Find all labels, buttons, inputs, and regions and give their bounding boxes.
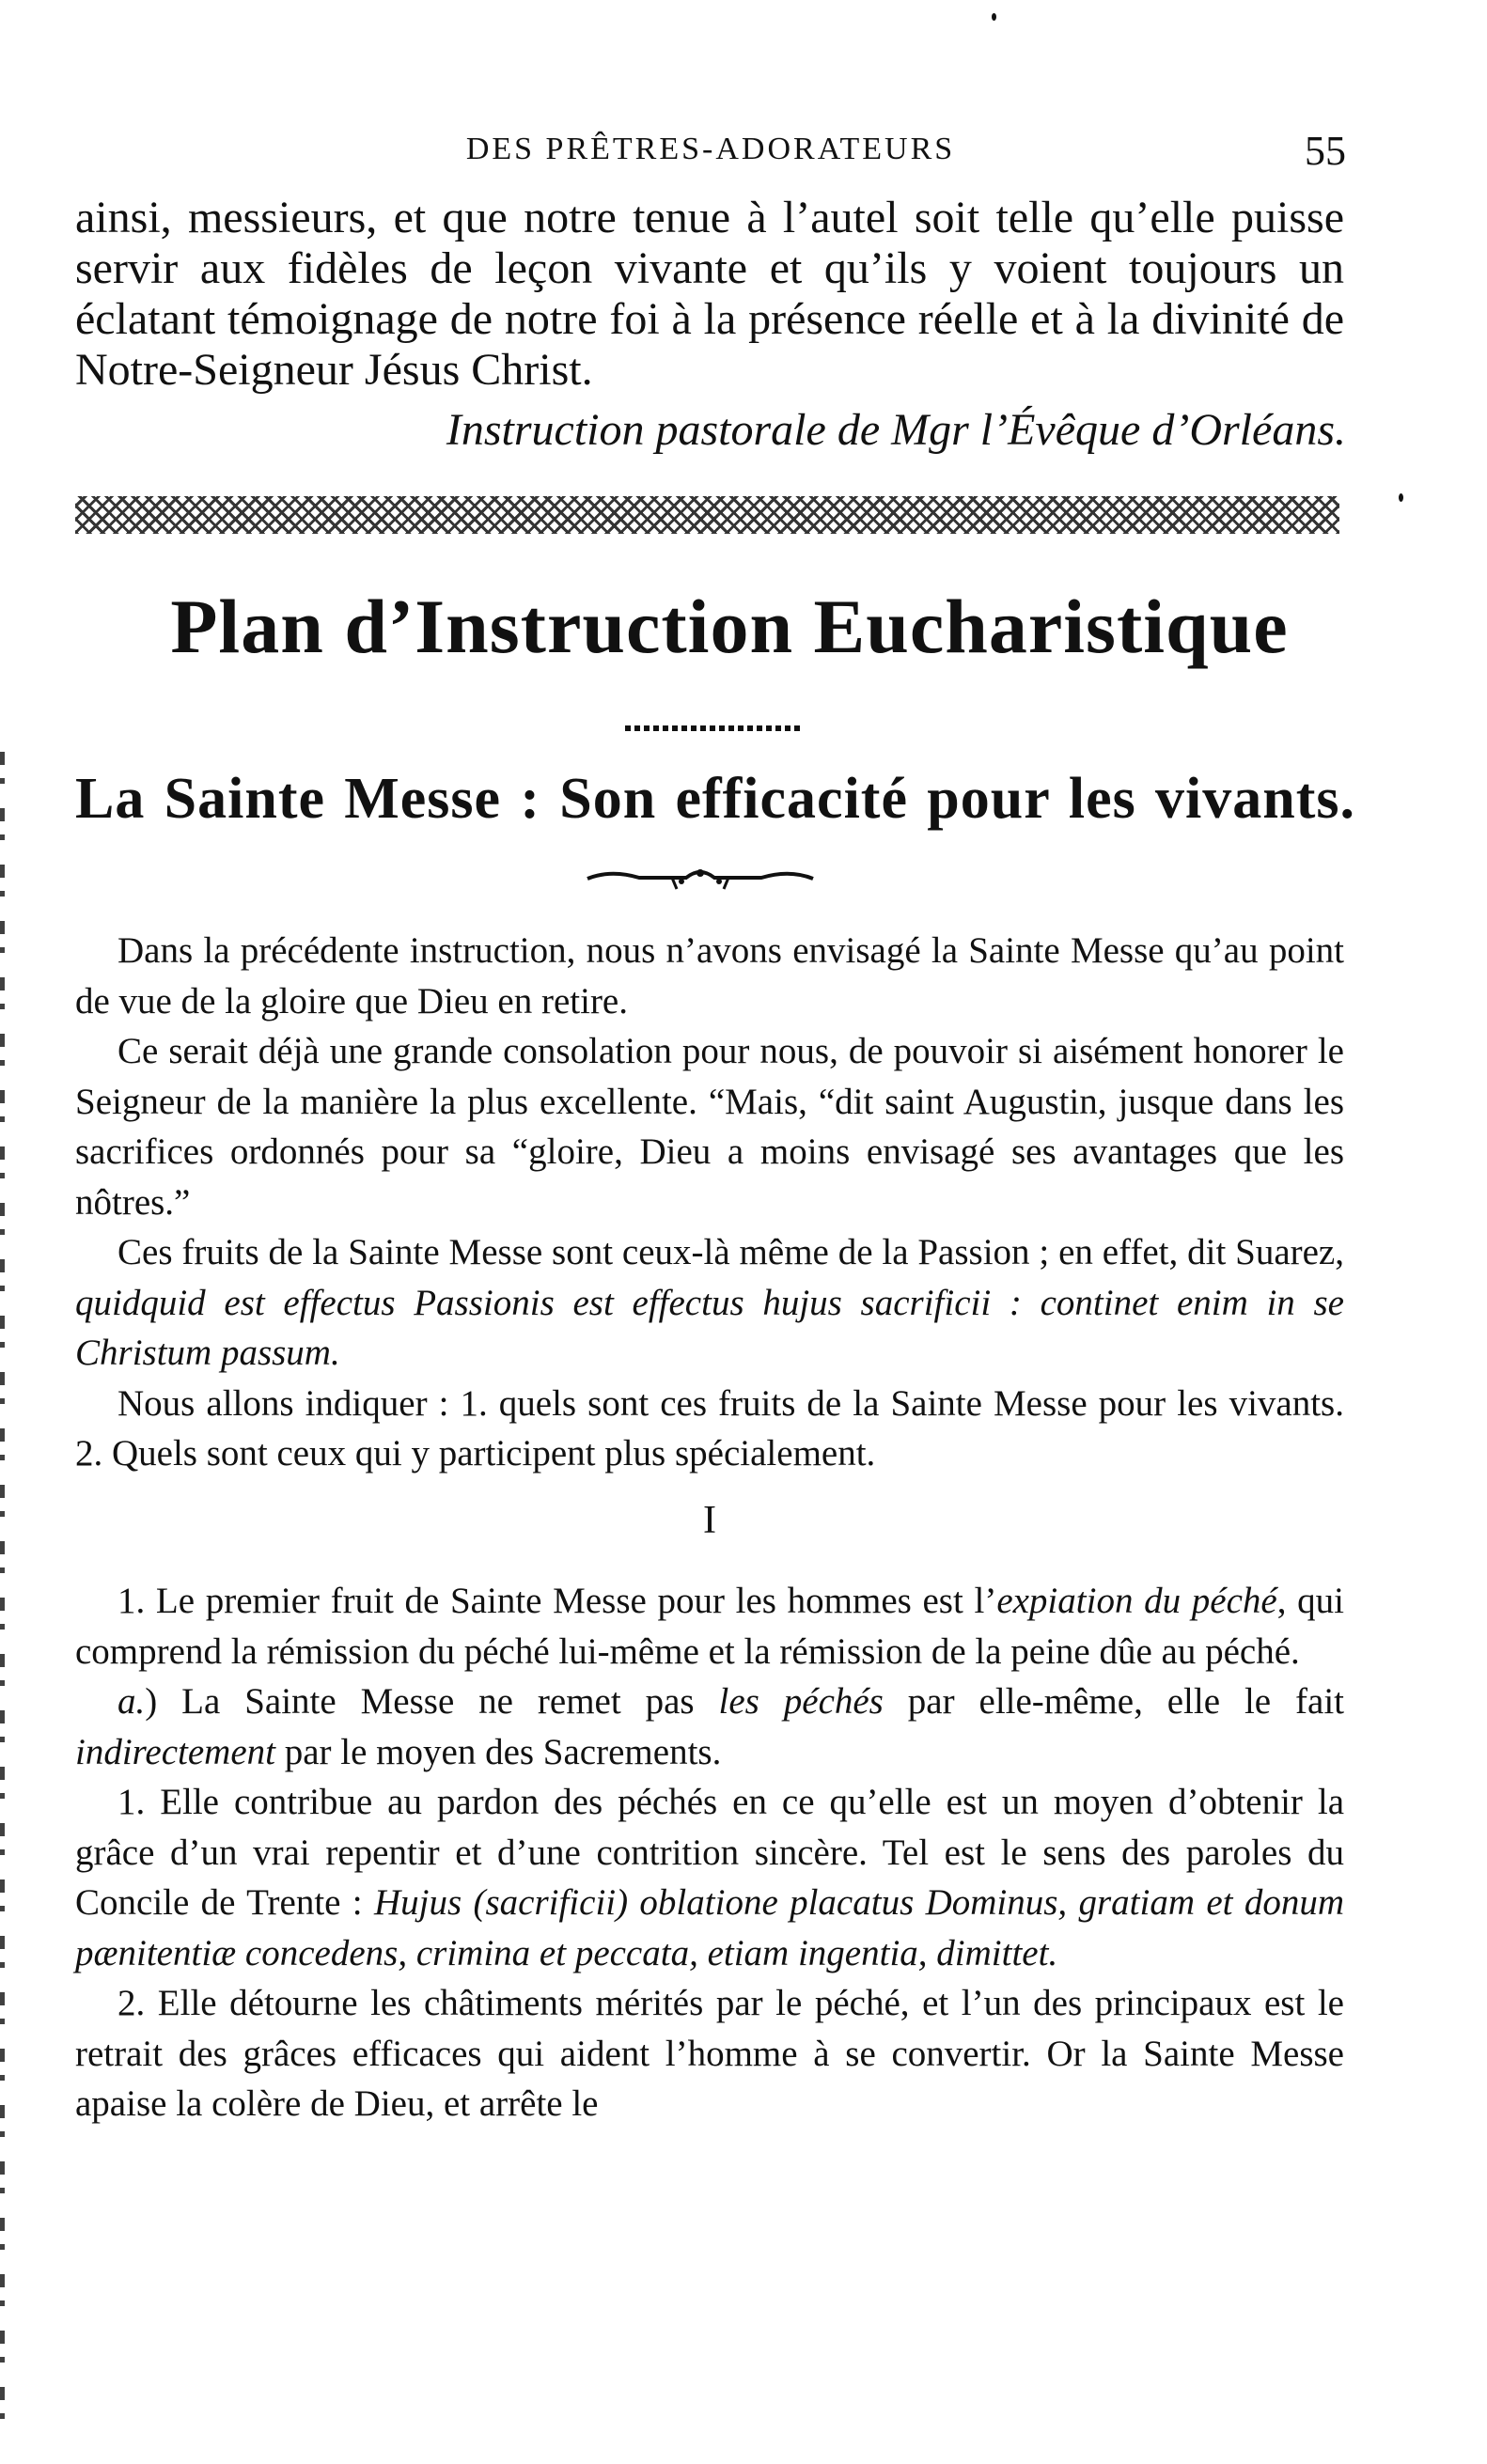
- paragraph-6-text-mid: par elle-même, elle le fait: [883, 1681, 1344, 1722]
- print-speck: [992, 13, 996, 21]
- paragraph-1: Dans la précédente instruction, nous n’avons envisagé la Sainte Messe qu’au point de vue de la gloire que Dieu en retire.: [75, 930, 1344, 1021]
- ornamental-divider: [75, 496, 1339, 534]
- paragraph-6: [75, 1676, 1344, 1777]
- latin-quotation: quidquid est effectus Passionis est effectus hujus sacrificii : continet enim in se Christum passum.: [75, 1282, 1344, 1373]
- binding-edge: [0, 752, 5, 2443]
- intro-text: ainsi, messieurs, et que notre tenue à l’autel soit telle qu’elle puisse servir aux fidèles de leçon vivante et qu’ils y voient toujours un éclatant témoignage de notre foi à la présence réelle et à la divinité de Notre-Seigneur Jésus Christ.: [75, 193, 1344, 395]
- emphasis-indirectement: indirectement: [75, 1731, 275, 1772]
- paragraph-2: Ce serait déjà une grande consolation pour nous, de pouvoir si aisément honorer le Seigneur de la manière la plus excellente. “Mais, “dit saint Augustin, jusque dans les sacrifices ordonnés pour sa “gloire, Dieu a moins envisagé ses avantages que les nôtres.”: [75, 1031, 1344, 1223]
- paragraph-5-text: 1. Le premier fruit de Sainte Messe pour les hommes est l’: [117, 1581, 997, 1621]
- paragraph-4: Nous allons indiquer : 1. quels sont ces fruits de la Sainte Messe pour les vivants. 2. Quels sont ceux qui y participent plus spécialement.: [75, 1382, 1344, 1474]
- emphasis-peches: les péchés: [718, 1681, 884, 1722]
- council-quotation: Hujus (sacrificii) oblatione placatus Dominus, gratiam et donum pænitentiæ concedens, crimina et peccata, etiam ingentia, dimittet.: [75, 1882, 1344, 1973]
- print-speck: [1399, 493, 1403, 502]
- paragraph-5-text-end: , qui comprend la rémission du péché lui-même et la rémission de la peine dûe au péché.: [75, 1581, 1344, 1672]
- paragraph-7-text: 1. Elle contribue au pardon des péchés en ce qu’elle est un moyen d’obtenir la grâce d’un vrai repentir et d’une contrition sincère. Tel est le sens des paroles du Concile de Trente :: [75, 1782, 1344, 1923]
- paragraph-5: [75, 1576, 1344, 1676]
- intro-paragraph: [75, 193, 1344, 396]
- article-subtitle: La Sainte Messe : Son efficacité pour les vivants.: [75, 767, 1355, 831]
- source-citation: Instruction pastorale de Mgr l’Évêque d’Orléans.: [446, 405, 1346, 455]
- paragraph-3-text: Ces fruits de la Sainte Messe sont ceux-là même de la Passion ; en effet, dit Suarez,: [117, 1232, 1344, 1272]
- list-label-a: a.: [117, 1681, 146, 1722]
- section-numeral: I: [703, 1498, 716, 1542]
- title-rule: [625, 725, 804, 731]
- paragraph-8: 2. Elle détourne les châtiments mérités par le péché, et l’un des principaux est le retrait des grâces efficaces qui aident l’homme à se convertir. Or la Sainte Messe apaise la colère de Dieu, et arrête le: [75, 1983, 1344, 2124]
- article-title: Plan d’Instruction Eucharistique: [170, 584, 1289, 669]
- running-head: DES PRÊTRES-ADORATEURS: [465, 132, 956, 166]
- paragraph-3: [75, 1227, 1344, 1379]
- paragraph-6-text-end: par le moyen des Sacrements.: [274, 1731, 722, 1772]
- article-body: [75, 926, 1344, 2129]
- page-number: 55: [1305, 128, 1346, 174]
- fleuron-ornament: [583, 865, 818, 893]
- paragraph-7: [75, 1777, 1344, 1978]
- emphasis-expiation: expiation du péché: [996, 1581, 1277, 1621]
- paragraph-6-text: ) La Sainte Messe ne remet pas: [145, 1681, 719, 1722]
